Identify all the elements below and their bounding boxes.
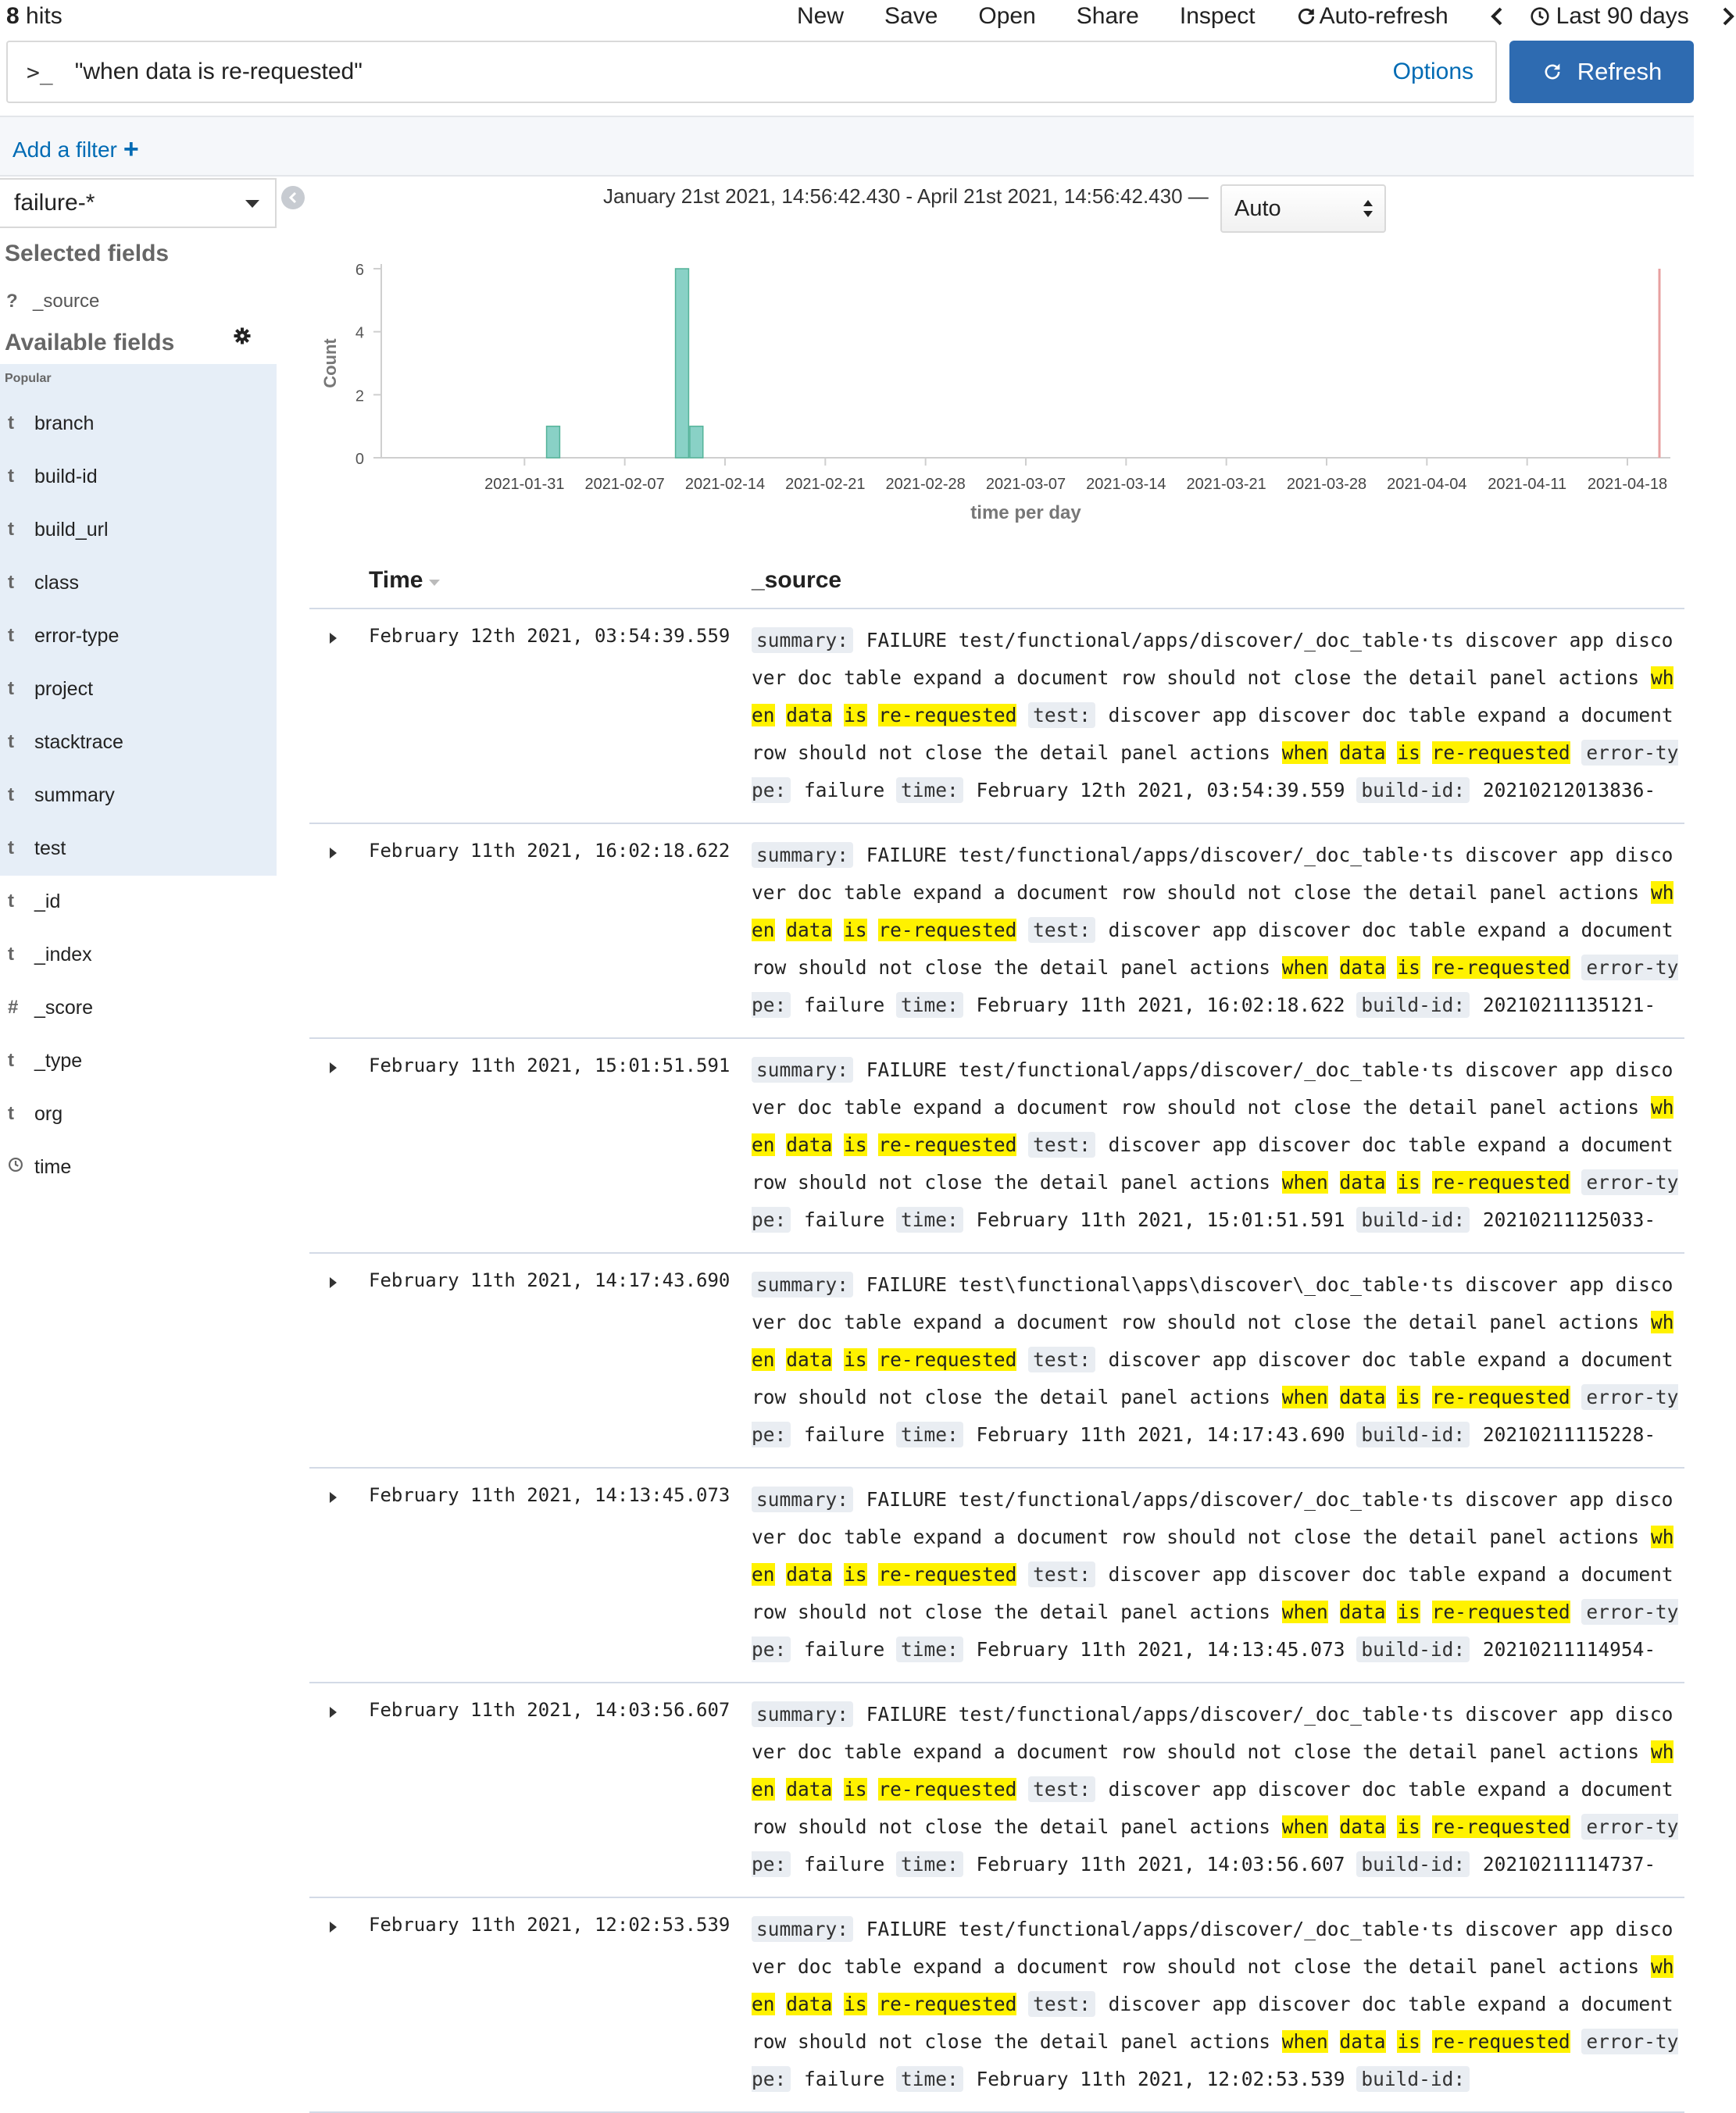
y-axis-label: Count <box>320 338 340 388</box>
search-highlight: is <box>844 1133 867 1156</box>
search-highlight: when <box>752 666 1674 726</box>
search-highlight: is <box>1397 1815 1420 1838</box>
x-tick-label: 2021-04-11 <box>1488 476 1567 493</box>
add-filter-button[interactable] <box>13 134 139 165</box>
search-highlight: when <box>752 1955 1674 2015</box>
field-name: _type <box>34 1049 83 1072</box>
row-source: summary: FAILURE test/functional/apps/discover/_doc_table·ts discover app discover doc table expand a document row should not close the detail panel actions when data is re-requested test: discover app discover doc table expand a document row should not close the detail panel actions when data is re-requested error-type: failure time: February 11th 2021, 15:01:51.591 build-id: 20210211125033- <box>752 1058 1679 1231</box>
search-highlight: data <box>786 1993 833 2015</box>
x-tick-label: 2021-02-14 <box>684 476 766 493</box>
search-highlight: is <box>1397 1601 1420 1623</box>
histogram-chart <box>297 250 1688 539</box>
open-button[interactable]: Open <box>978 3 1036 29</box>
search-highlight: when <box>1281 1171 1328 1194</box>
table-row <box>309 1470 1684 1683</box>
expand-row-icon[interactable] <box>330 1707 337 1718</box>
field-name: build-id <box>34 465 98 487</box>
field-key: build-id: <box>1356 777 1470 803</box>
query-text[interactable]: "when data is re-requested" <box>74 59 363 84</box>
field-item-summary[interactable] <box>0 769 277 822</box>
field-name: build_url <box>34 518 109 541</box>
search-highlight: data <box>1339 741 1386 764</box>
search-highlight: is <box>844 1778 867 1801</box>
add-filter-label: Add a filter <box>13 137 117 162</box>
string-type-icon: t <box>8 519 14 540</box>
search-highlight: re-requested <box>1431 956 1570 979</box>
refresh-button[interactable] <box>1509 41 1694 103</box>
search-highlight: re-requested <box>878 704 1017 726</box>
search-highlight: data <box>786 1348 833 1371</box>
string-type-icon: t <box>8 1050 14 1071</box>
index-pattern-label: failure-* <box>14 190 95 216</box>
table-row <box>309 1900 1684 2113</box>
gear-icon[interactable] <box>233 327 252 345</box>
search-highlight: data <box>1339 2030 1386 2053</box>
field-key: build-id: <box>1356 2066 1470 2092</box>
caret-down-icon <box>245 200 259 208</box>
field-key: time: <box>896 2066 963 2092</box>
row-time: February 11th 2021, 14:03:56.607 <box>369 1699 730 1721</box>
field-key: summary: <box>752 627 853 653</box>
table-row <box>309 1255 1684 1469</box>
x-tick-label: 2021-03-28 <box>1286 476 1367 493</box>
field-key: error-type: <box>752 1815 1679 1876</box>
string-type-icon: t <box>8 784 14 805</box>
y-tick-label: 2 <box>355 387 364 405</box>
field-name: branch <box>34 412 95 434</box>
expand-row-icon[interactable] <box>330 1277 337 1288</box>
search-highlight: data <box>786 1563 833 1586</box>
refresh-label: Refresh <box>1577 58 1663 85</box>
time-column-header[interactable] <box>369 567 440 594</box>
field-name: _index <box>34 943 92 965</box>
field-key: test: <box>1028 1132 1095 1158</box>
search-highlight: is <box>1397 956 1420 979</box>
table-header <box>309 547 1684 609</box>
field-item-stacktrace[interactable] <box>0 716 277 769</box>
field-key: test: <box>1028 702 1095 728</box>
field-item-project[interactable] <box>0 662 277 716</box>
string-type-icon: t <box>8 891 14 912</box>
field-item-index[interactable] <box>0 928 277 981</box>
chevron-left-icon <box>288 191 298 204</box>
hits-count: 8 hits <box>6 3 63 29</box>
x-axis-label: time per day <box>970 502 1081 523</box>
field-item-error-type[interactable] <box>0 609 277 662</box>
clock-icon <box>0 1156 34 1178</box>
x-tick-label: 2021-04-04 <box>1387 476 1467 493</box>
search-highlight: data <box>786 919 833 941</box>
field-key: time: <box>896 1422 963 1447</box>
row-time: February 11th 2021, 14:13:45.073 <box>369 1484 730 1506</box>
search-highlight: is <box>1397 2030 1420 2053</box>
search-highlight: data <box>786 704 833 726</box>
expand-row-icon[interactable] <box>330 633 337 644</box>
save-button[interactable]: Save <box>884 3 938 29</box>
search-highlight: is <box>1397 1171 1420 1194</box>
field-key: time: <box>896 1851 963 1877</box>
search-highlight: re-requested <box>1431 2030 1570 2053</box>
field-key: build-id: <box>1356 992 1470 1018</box>
field-name: error-type <box>34 624 120 647</box>
field-key: error-type: <box>752 1171 1679 1231</box>
search-highlight: is <box>844 1348 867 1371</box>
search-highlight: when <box>752 1740 1674 1801</box>
search-highlight: data <box>1339 1171 1386 1194</box>
selected-field-source[interactable] <box>0 283 277 320</box>
field-key: error-type: <box>752 1386 1679 1446</box>
field-key: summary: <box>752 1272 853 1297</box>
string-type-icon: t <box>8 625 14 646</box>
search-highlight: re-requested <box>1431 1601 1570 1623</box>
row-source: summary: FAILURE test/functional/apps/discover/_doc_table·ts discover app discover doc table expand a document row should not close the detail panel actions when data is re-requested test: discover app discover doc table expand a document row should not close the detail panel actions when data is re-requested error-type: failure time: February 11th 2021, 14:13:45.073 build-id: 20210211114954- <box>752 1488 1679 1661</box>
histogram-bar[interactable] <box>676 269 689 458</box>
table-row <box>309 826 1684 1039</box>
field-item-buildurl[interactable] <box>0 503 277 556</box>
string-type-icon: t <box>8 572 14 593</box>
chevron-left-icon <box>1489 5 1505 27</box>
field-item-score[interactable] <box>0 981 277 1034</box>
string-type-icon: t <box>8 678 14 699</box>
field-key: test: <box>1028 917 1095 943</box>
top-nav <box>797 3 1736 30</box>
search-highlight: data <box>1339 956 1386 979</box>
chart-time-range: January 21st 2021, 14:56:42.430 - April 21st 2021, 14:56:42.430 — <box>603 184 1209 208</box>
sort-down-icon[interactable] <box>429 580 440 586</box>
field-key: summary: <box>752 1487 853 1512</box>
search-highlight: re-requested <box>1431 1815 1570 1838</box>
select-arrows-icon <box>1363 198 1373 219</box>
search-highlight: is <box>1397 741 1420 764</box>
field-key: test: <box>1028 1991 1095 2017</box>
search-highlight: is <box>844 1563 867 1586</box>
search-highlight: when <box>752 881 1674 941</box>
field-name: stacktrace <box>34 730 123 753</box>
search-input[interactable] <box>6 41 1497 103</box>
options-link[interactable]: Options <box>1392 59 1473 84</box>
search-highlight: when <box>1281 1815 1328 1838</box>
expand-row-icon[interactable] <box>330 848 337 858</box>
search-highlight: is <box>844 1993 867 2015</box>
search-highlight: when <box>752 1311 1674 1371</box>
field-item-branch[interactable] <box>0 397 277 450</box>
histogram-bar[interactable] <box>690 427 703 458</box>
prev-range-button[interactable] <box>1489 5 1505 27</box>
search-highlight: when <box>1281 956 1328 979</box>
expand-row-icon[interactable] <box>330 1492 337 1503</box>
y-tick-label: 4 <box>355 324 364 342</box>
field-key: test: <box>1028 1776 1095 1802</box>
index-pattern-select[interactable] <box>0 178 277 228</box>
field-item-type[interactable] <box>0 1034 277 1087</box>
search-highlight: when <box>752 1526 1674 1586</box>
string-type-icon: t <box>8 1103 14 1124</box>
search-highlight: is <box>844 919 867 941</box>
field-key: build-id: <box>1356 1207 1470 1233</box>
field-item-build-id[interactable] <box>0 450 277 503</box>
expand-row-icon[interactable] <box>330 1062 337 1073</box>
search-highlight: data <box>1339 1815 1386 1838</box>
x-tick-label: 2021-03-21 <box>1186 476 1266 493</box>
search-highlight: when <box>752 1096 1674 1156</box>
share-button[interactable]: Share <box>1076 3 1139 29</box>
new-button[interactable]: New <box>797 3 845 29</box>
field-key: summary: <box>752 842 853 868</box>
search-highlight: re-requested <box>878 1778 1017 1801</box>
search-highlight: when <box>1281 1386 1328 1408</box>
search-highlight: data <box>786 1133 833 1156</box>
refresh-icon <box>1541 61 1563 83</box>
field-name: org <box>34 1102 63 1125</box>
field-key: test: <box>1028 1347 1095 1372</box>
field-key: summary: <box>752 1701 853 1727</box>
chevron-right-icon <box>1720 5 1736 27</box>
table-row <box>309 611 1684 824</box>
x-tick-label: 2021-01-31 <box>484 476 565 493</box>
table-row <box>309 1685 1684 1898</box>
field-key: summary: <box>752 1057 853 1083</box>
plus-icon: + <box>123 134 139 164</box>
time-column-label: Time <box>369 567 423 593</box>
source-column-header: _source <box>752 567 842 593</box>
search-highlight: is <box>1397 1386 1420 1408</box>
top-bar <box>0 0 1709 39</box>
field-name: summary <box>34 783 115 806</box>
x-tick-label: 2021-03-07 <box>985 476 1066 493</box>
query-prompt-icon: >_ <box>27 59 53 85</box>
field-key: summary: <box>752 1916 853 1942</box>
x-tick-label: 2021-04-18 <box>1587 476 1668 493</box>
row-time: February 11th 2021, 14:17:43.690 <box>369 1269 730 1291</box>
search-highlight: re-requested <box>878 1348 1017 1371</box>
row-source: summary: FAILURE test/functional/apps/discover/_doc_table·ts discover app discover doc table expand a document row should not close the detail panel actions when data is re-requested test: discover app discover doc table expand a document row should not close the detail panel actions when data is re-requested error-type: failure time: February 11th 2021, 14:03:56.607 build-id: 20210211114737- <box>752 1703 1679 1876</box>
popular-label: Popular <box>5 372 52 385</box>
field-key: time: <box>896 1637 963 1662</box>
row-source: summary: FAILURE test/functional/apps/discover/_doc_table·ts discover app discover doc table expand a document row should not close the detail panel actions when data is re-requested test: discover app discover doc table expand a document row should not close the detail panel actions when data is re-requested error-type: failure time: February 11th 2021, 16:02:18.622 build-id: 20210211135121- <box>752 844 1679 1016</box>
string-type-icon: t <box>8 837 14 858</box>
search-highlight: re-requested <box>878 919 1017 941</box>
inspect-button[interactable]: Inspect <box>1179 3 1256 29</box>
y-tick-label: 6 <box>355 262 364 279</box>
search-highlight: data <box>786 1778 833 1801</box>
x-tick-label: 2021-02-07 <box>584 476 665 493</box>
search-highlight: when <box>1281 1601 1328 1623</box>
unknown-type-icon: ? <box>6 291 18 312</box>
field-name: _id <box>34 890 61 912</box>
field-name: test <box>34 837 66 859</box>
row-time: February 11th 2021, 12:02:53.539 <box>369 1914 730 1936</box>
auto-refresh-button[interactable] <box>1296 3 1448 30</box>
field-key: error-type: <box>752 2030 1679 2090</box>
field-key: time: <box>896 777 963 803</box>
collapse-sidebar-button[interactable] <box>281 186 305 209</box>
row-source: summary: FAILURE test/functional/apps/discover/_doc_table·ts discover app discover doc table expand a document row should not close the detail panel actions when data is re-requested test: discover app discover doc table expand a document row should not close the detail panel actions when data is re-requested error-type: failure time: February 11th 2021, 12:02:53.539 build-id: <box>752 1918 1679 2090</box>
string-type-icon: t <box>8 412 14 434</box>
field-name: class <box>34 571 79 594</box>
field-item-class[interactable] <box>0 556 277 609</box>
field-key: error-type: <box>752 956 1679 1016</box>
field-name: project <box>34 677 94 700</box>
refresh-icon <box>1296 6 1316 27</box>
interval-label: Auto <box>1234 195 1281 221</box>
field-key: error-type: <box>752 1601 1679 1661</box>
search-highlight: is <box>844 704 867 726</box>
time-range-label: Last 90 days <box>1556 3 1689 29</box>
interval-select[interactable] <box>1220 184 1386 233</box>
field-list <box>0 397 277 1194</box>
search-highlight: re-requested <box>1431 741 1570 764</box>
next-range-button[interactable] <box>1720 5 1736 27</box>
field-name: time <box>34 1155 72 1178</box>
x-tick-label: 2021-02-21 <box>785 476 866 493</box>
row-source: summary: FAILURE test/functional/apps/discover/_doc_table·ts discover app discover doc table expand a document row should not close the detail panel actions when data is re-requested test: discover app discover doc table expand a document row should not close the detail panel actions when data is re-requested error-type: failure time: February 12th 2021, 03:54:39.559 build-id: 20210212013836- <box>752 629 1679 801</box>
search-highlight: when <box>1281 2030 1328 2053</box>
field-key: build-id: <box>1356 1637 1470 1662</box>
number-type-icon: # <box>8 997 19 1018</box>
search-highlight: re-requested <box>1431 1171 1570 1194</box>
search-highlight: re-requested <box>1431 1386 1570 1408</box>
x-tick-label: 2021-03-14 <box>1086 476 1166 493</box>
search-highlight: re-requested <box>878 1133 1017 1156</box>
search-highlight: data <box>1339 1386 1386 1408</box>
field-key: time: <box>896 992 963 1018</box>
field-key: time: <box>896 1207 963 1233</box>
field-item-id[interactable] <box>0 875 277 928</box>
field-name: _source <box>33 291 100 312</box>
string-type-icon: t <box>8 731 14 752</box>
field-key: build-id: <box>1356 1851 1470 1877</box>
histogram-bar[interactable] <box>547 427 560 458</box>
row-time: February 11th 2021, 15:01:51.591 <box>369 1055 730 1076</box>
search-highlight: when <box>1281 741 1328 764</box>
field-key: test: <box>1028 1562 1095 1587</box>
time-picker-button[interactable] <box>1530 3 1689 30</box>
x-tick-label: 2021-02-28 <box>885 476 966 493</box>
field-name: _score <box>34 996 94 1019</box>
row-time: February 12th 2021, 03:54:39.559 <box>369 625 730 647</box>
field-item-org[interactable] <box>0 1087 277 1140</box>
y-tick-label: 0 <box>355 451 364 468</box>
field-item-test[interactable] <box>0 822 277 875</box>
string-type-icon: t <box>8 944 14 965</box>
field-key: error-type: <box>752 741 1679 801</box>
search-highlight: data <box>1339 1601 1386 1623</box>
search-highlight: re-requested <box>878 1993 1017 2015</box>
available-fields-heading: Available fields <box>5 330 175 355</box>
string-type-icon: t <box>8 466 14 487</box>
selected-fields-heading: Selected fields <box>5 241 170 266</box>
row-time: February 11th 2021, 16:02:18.622 <box>369 840 730 862</box>
field-key: build-id: <box>1356 1422 1470 1447</box>
filter-bar <box>0 116 1694 177</box>
expand-row-icon[interactable] <box>330 1922 337 1933</box>
row-source: summary: FAILURE test\functional\apps\discover\_doc_table·ts discover app discover doc table expand a document row should not close the detail panel actions when data is re-requested test: discover app discover doc table expand a document row should not close the detail panel actions when data is re-requested error-type: failure time: February 11th 2021, 14:17:43.690 build-id: 20210211115228- <box>752 1273 1679 1446</box>
field-item-time[interactable] <box>0 1140 277 1194</box>
auto-refresh-label: Auto-refresh <box>1319 3 1448 29</box>
clock-icon <box>1530 6 1550 27</box>
search-highlight: re-requested <box>878 1563 1017 1586</box>
table-row <box>309 1040 1684 1254</box>
